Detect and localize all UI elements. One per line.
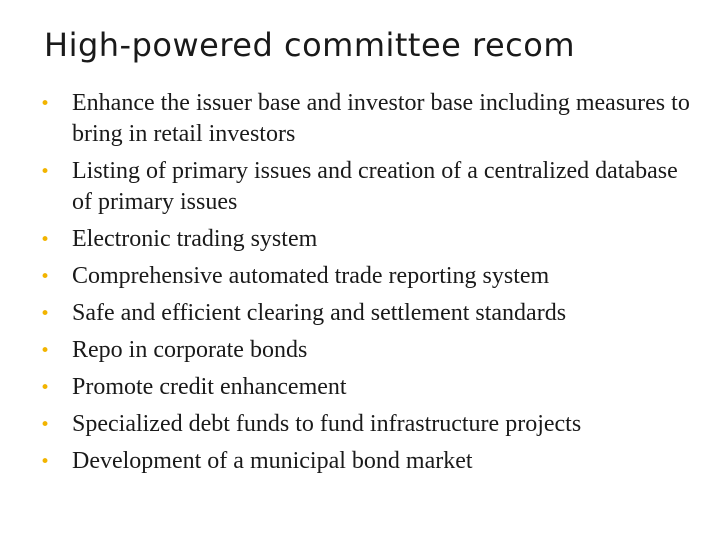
list-item	[36, 335, 696, 366]
bullet-icon: •	[40, 341, 51, 361]
bullet-text: Electronic trading system	[72, 226, 318, 252]
bullet-text: Promote credit enhancement	[72, 374, 347, 400]
list-item	[36, 409, 696, 440]
bullet-icon: •	[40, 304, 51, 324]
bullet-text: Enhance the issuer base and investor base including measures to bring in retail investors	[72, 90, 690, 147]
list-item	[36, 88, 696, 150]
bullet-icon: •	[40, 230, 51, 250]
bullet-text: Development of a municipal bond market	[72, 448, 473, 474]
bullet-icon: •	[40, 378, 51, 398]
list-item	[36, 224, 696, 255]
bullet-list	[36, 88, 696, 483]
bullet-text: Repo in corporate bonds	[72, 337, 308, 363]
bullet-text: Listing of primary issues and creation of a centralized database of primary issues	[72, 158, 678, 215]
list-item	[36, 156, 696, 218]
bullet-icon: •	[40, 452, 51, 472]
bullet-icon: •	[40, 267, 51, 287]
list-item	[36, 298, 696, 329]
bullet-text: Specialized debt funds to fund infrastructure projects	[72, 411, 582, 437]
bullet-icon: •	[40, 415, 51, 435]
bullet-icon: •	[40, 94, 51, 114]
bullet-text: Safe and efficient clearing and settlement standards	[72, 300, 567, 326]
bullet-text: Comprehensive automated trade reporting system	[72, 263, 550, 289]
list-item	[36, 372, 696, 403]
slide-title: High-powered committee recom	[44, 26, 575, 64]
list-item	[36, 446, 696, 477]
list-item	[36, 261, 696, 292]
bullet-icon: •	[40, 162, 51, 182]
